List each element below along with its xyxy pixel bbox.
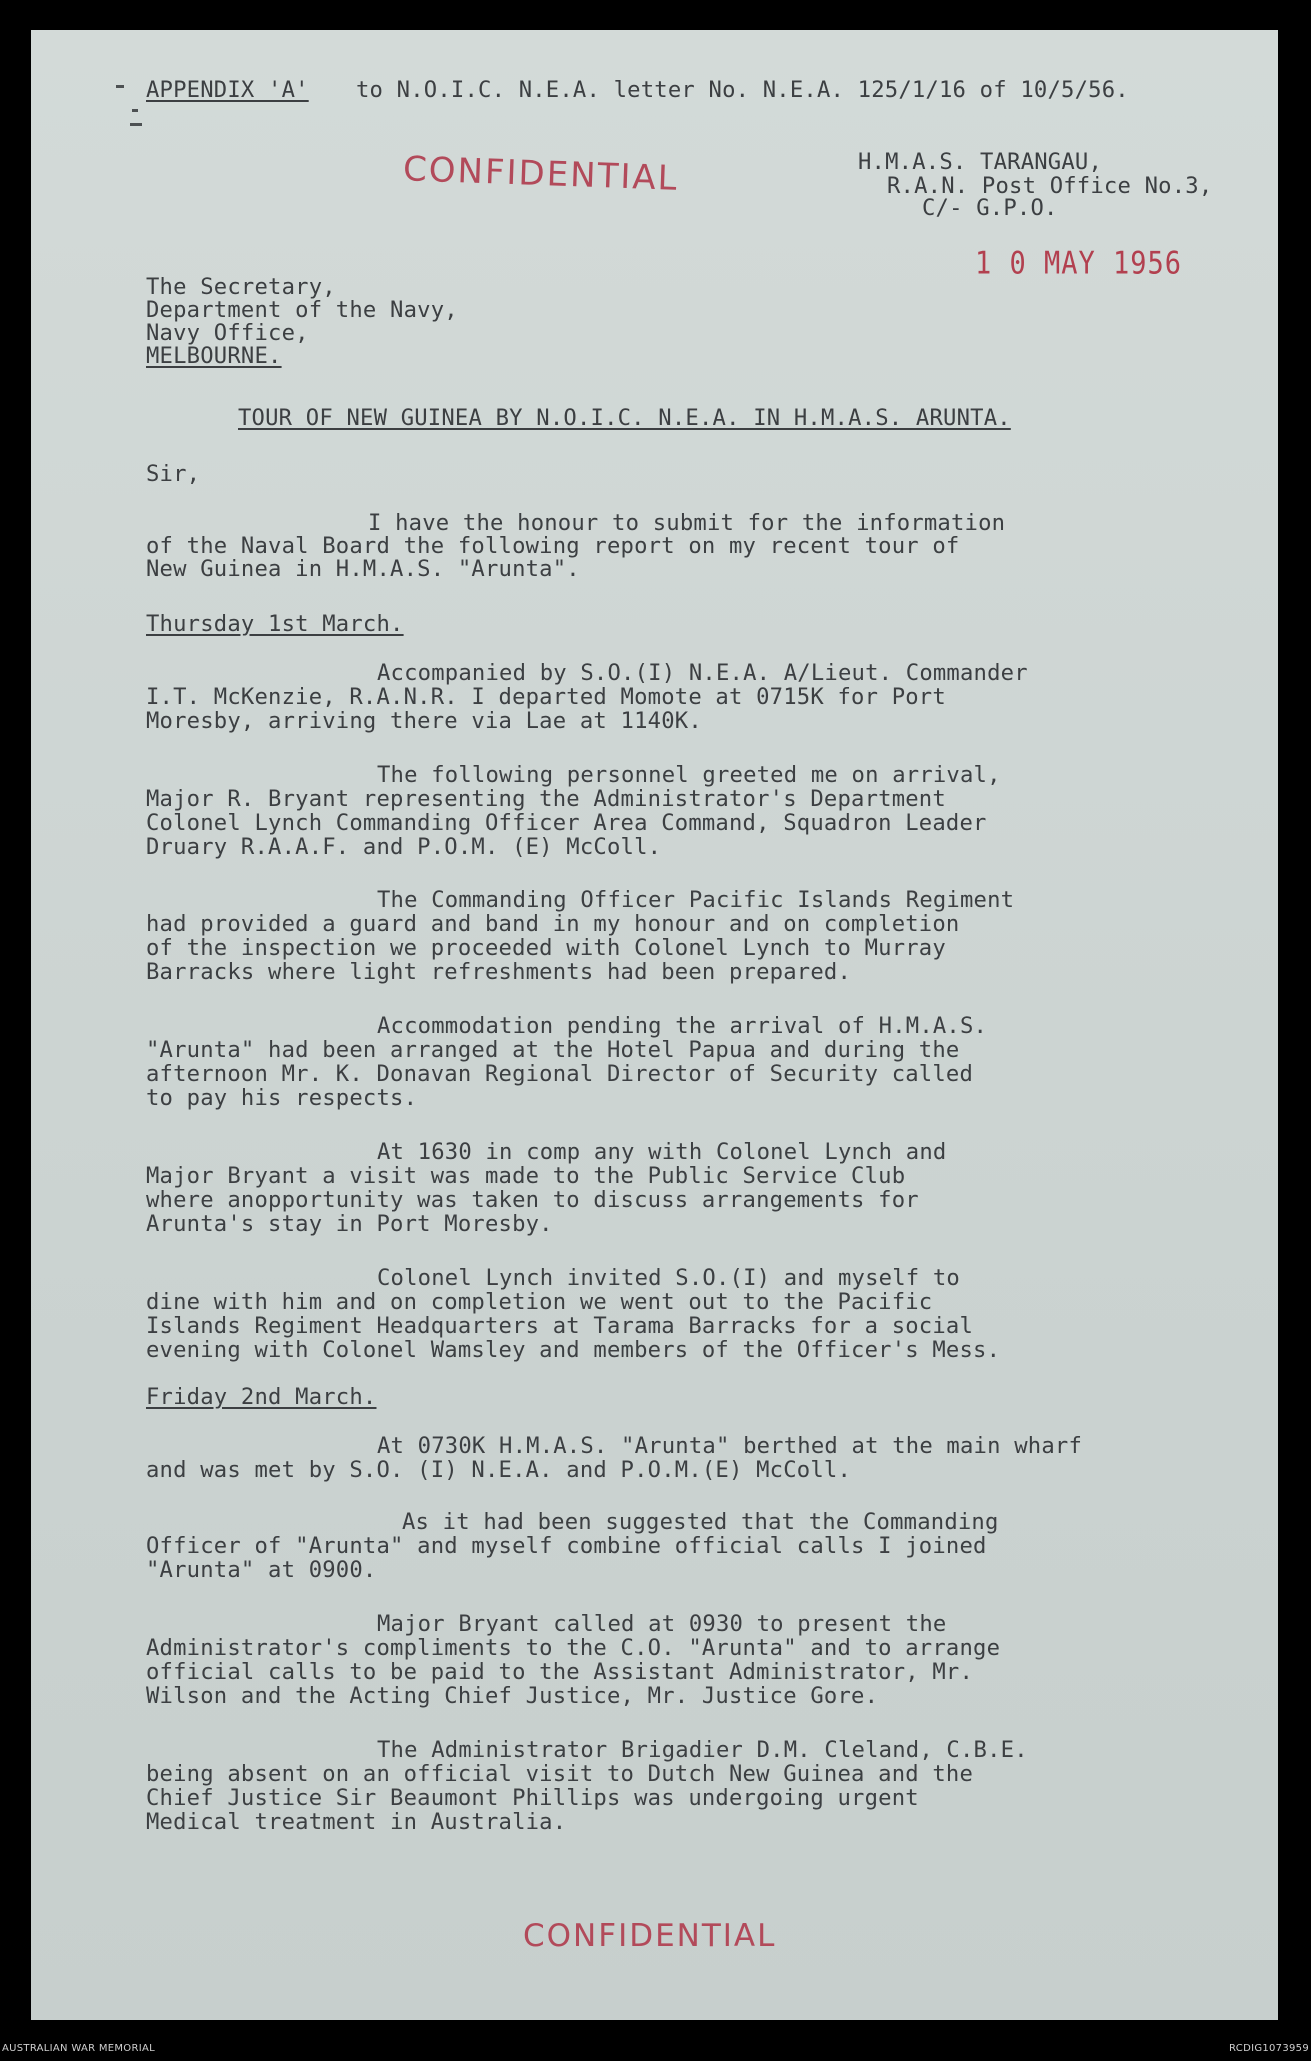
paragraph-line: evening with Colonel Wamsley and members of the Officer's Mess.: [146, 1337, 1001, 1363]
paragraph-line: At 0730K H.M.A.S. "Arunta" berthed at the main wharf: [377, 1433, 1083, 1459]
appendix-reference: to N.O.I.C. N.E.A. letter No. N.E.A. 125/1/16 of 10/5/56.: [356, 77, 1129, 103]
paragraph-line: I.T. McKenzie, R.A.N.R. I departed Momote at 0715K for Port: [146, 684, 946, 710]
paragraph-line: Colonel Lynch invited S.O.(I) and myself to: [377, 1265, 960, 1291]
footer-source: AUSTRALIAN WAR MEMORIAL: [2, 2043, 155, 2054]
paragraph-line: of the inspection we proceeded with Colonel Lynch to Murray: [146, 935, 946, 961]
punch-mark: [130, 123, 142, 126]
confidential-stamp-top: CONFIDENTIAL: [402, 149, 680, 199]
paragraph-line: Colonel Lynch Commanding Officer Area Command, Squadron Leader: [146, 810, 987, 836]
paragraph-line: Wilson and the Acting Chief Justice, Mr. Justice Gore.: [146, 1683, 879, 1709]
paragraph-line: The Administrator Brigadier D.M. Cleland, C.B.E.: [377, 1737, 1028, 1763]
paragraph-line: Major Bryant called at 0930 to present the: [377, 1611, 947, 1637]
paragraph-line: Major R. Bryant representing the Administrator's Department: [146, 786, 946, 812]
subject-heading: TOUR OF NEW GUINEA BY N.O.I.C. N.E.A. IN H.M.A.S. ARUNTA.: [238, 405, 1011, 431]
appendix-label: APPENDIX 'A': [146, 77, 309, 103]
date-stamp: 1 0 MAY 1956: [975, 245, 1183, 282]
sender-address-line-1: H.M.A.S. TARANGAU,: [858, 149, 1103, 175]
paragraph-line: "Arunta" had been arranged at the Hotel Papua and during the: [146, 1037, 960, 1063]
confidential-stamp-bottom: CONFIDENTIAL: [523, 1918, 777, 1954]
paragraph-line: Medical treatment in Australia.: [146, 1809, 567, 1835]
recipient-line-4: MELBOURNE.: [146, 343, 282, 369]
intro-line: of the Naval Board the following report on my recent tour of: [146, 533, 960, 559]
document-page: [31, 30, 1278, 2020]
intro-line: New Guinea in H.M.A.S. "Arunta".: [146, 556, 580, 582]
date-heading-thursday: Thursday 1st March.: [146, 611, 404, 637]
recipient-line-2: Department of the Navy,: [146, 297, 458, 323]
recipient-line-1: The Secretary,: [146, 274, 336, 300]
punch-mark: [132, 109, 138, 112]
paragraph-line: Barracks where light refreshments had been prepared.: [146, 959, 852, 985]
sender-address-line-2: R.A.N. Post Office No.3,: [887, 173, 1213, 199]
paragraph-line: being absent on an official visit to Dutch New Guinea and the: [146, 1761, 974, 1787]
paragraph-line: Officer of "Arunta" and myself combine official calls I joined: [146, 1533, 987, 1559]
paragraph-line: At 1630 in comp any with Colonel Lynch and: [377, 1139, 947, 1165]
footer-record-id: RCDIG1073959: [1229, 2043, 1309, 2054]
intro-line: I have the honour to submit for the information: [368, 510, 1006, 536]
paragraph-line: Chief Justice Sir Beaumont Phillips was undergoing urgent: [146, 1785, 919, 1811]
paragraph-line: Accommodation pending the arrival of H.M.A.S.: [377, 1013, 988, 1039]
paragraph-line: Accompanied by S.O.(I) N.E.A. A/Lieut. Commander: [377, 660, 1028, 686]
salutation: Sir,: [146, 461, 201, 487]
paragraph-line: Islands Regiment Headquarters at Tarama Barracks for a social: [146, 1313, 974, 1339]
paragraph-line: had provided a guard and band in my honour and on completion: [146, 911, 960, 937]
paragraph-line: Major Bryant a visit was made to the Public Service Club: [146, 1163, 906, 1189]
paragraph-line: Arunta's stay in Port Moresby.: [146, 1211, 553, 1237]
paragraph-line: Druary R.A.A.F. and P.O.M. (E) McColl.: [146, 834, 662, 860]
paragraph-line: The Commanding Officer Pacific Islands Regiment: [377, 887, 1015, 913]
paragraph-line: to pay his respects.: [146, 1085, 418, 1111]
paragraph-line: afternoon Mr. K. Donavan Regional Director of Security called: [146, 1061, 974, 1087]
paragraph-line: As it had been suggested that the Commanding: [402, 1509, 999, 1535]
paragraph-line: where anopportunity was taken to discuss arrangements for: [146, 1187, 919, 1213]
paragraph-line: The following personnel greeted me on arrival,: [377, 762, 1001, 788]
sender-address-line-3: C/- G.P.O.: [922, 195, 1058, 221]
paragraph-line: dine with him and on completion we went out to the Pacific: [146, 1289, 933, 1315]
recipient-line-3: Navy Office,: [146, 320, 309, 346]
paragraph-line: official calls to be paid to the Assistant Administrator, Mr.: [146, 1659, 974, 1685]
paragraph-line: and was met by S.O. (I) N.E.A. and P.O.M.(E) McColl.: [146, 1457, 852, 1483]
paragraph-line: Administrator's compliments to the C.O. "Arunta" and to arrange: [146, 1635, 1001, 1661]
punch-mark: [116, 85, 124, 88]
paragraph-line: Moresby, arriving there via Lae at 1140K.: [146, 708, 702, 734]
date-heading-friday: Friday 2nd March.: [146, 1384, 377, 1410]
paragraph-line: "Arunta" at 0900.: [146, 1557, 377, 1583]
